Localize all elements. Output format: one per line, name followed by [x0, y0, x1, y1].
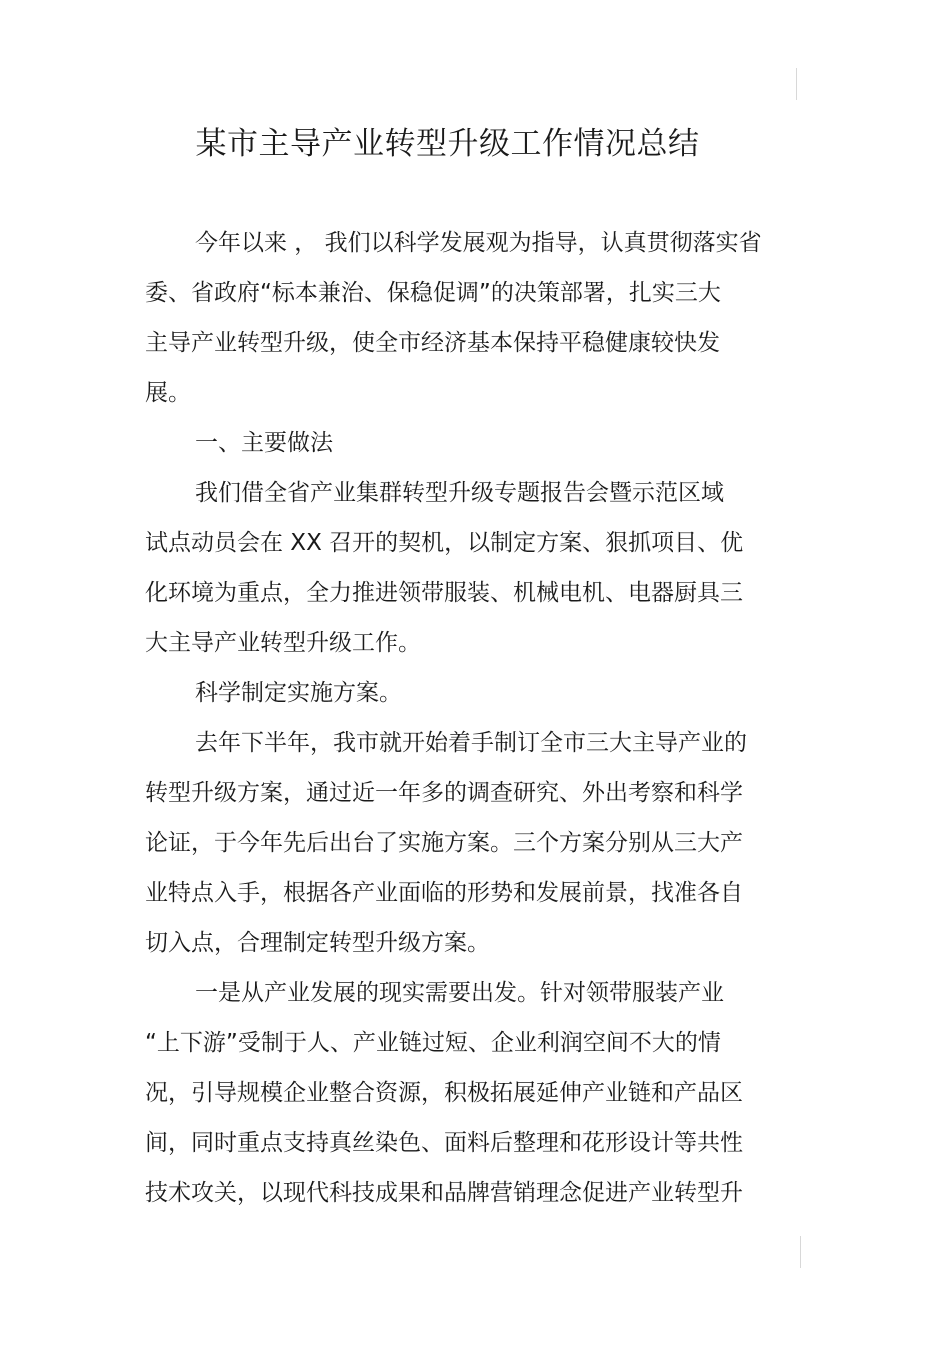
body-line: 去年下半年，我市就开始着手制订全市三大主导产业的 — [195, 730, 747, 756]
body-line: 论证，于今年先后出台了实施方案。三个方案分别从三大产 — [145, 830, 743, 856]
top-right-edge-mark — [796, 68, 797, 100]
body-line: 化环境为重点，全力推进领带服装、机械电机、电器厨具三 — [145, 580, 743, 606]
body-line: 况，引导规模企业整合资源，积极拓展延伸产业链和产品区 — [145, 1080, 743, 1106]
body-line: 我们借全省产业集群转型升级专题报告会暨示范区域 — [195, 480, 724, 506]
body-line: 转型升级方案，通过近一年多的调查研究、外出考察和科学 — [145, 780, 743, 806]
section-heading: 一、主要做法 — [195, 430, 333, 456]
body-line: 主导产业转型升级，使全市经济基本保持平稳健康较快发 — [145, 330, 720, 356]
body-line: 今年以来 ， 我们以科学发展观为指导，认真贯彻落实省 — [195, 230, 762, 256]
bottom-right-edge-mark — [800, 1236, 801, 1268]
body-line: 一是从产业发展的现实需要出发。针对领带服装产业 — [195, 980, 724, 1006]
body-line: 业特点入手，根据各产业面临的形势和发展前景，找准各自 — [145, 880, 743, 906]
body-line: 大主导产业转型升级工作。 — [145, 630, 421, 656]
subsection-heading: 科学制定实施方案。 — [195, 680, 402, 706]
body-line: 委、省政府“标本兼治、保稳促调”的决策部署，扎实三大 — [145, 280, 721, 306]
body-line: 技术攻关，以现代科技成果和品牌营销理念促进产业转型升 — [145, 1180, 743, 1206]
body-line: 间，同时重点支持真丝染色、面料后整理和花形设计等共性 — [145, 1130, 743, 1156]
body-line: “上下游”受制于人、产业链过短、企业利润空间不大的情 — [145, 1030, 721, 1056]
body-line: 试点动员会在 XX 召开的契机，以制定方案、狠抓项目、优 — [145, 530, 744, 556]
body-line: 切入点，合理制定转型升级方案。 — [145, 930, 490, 956]
document-title: 某市主导产业转型升级工作情况总结 — [195, 126, 700, 162]
body-line: 展。 — [145, 380, 191, 406]
